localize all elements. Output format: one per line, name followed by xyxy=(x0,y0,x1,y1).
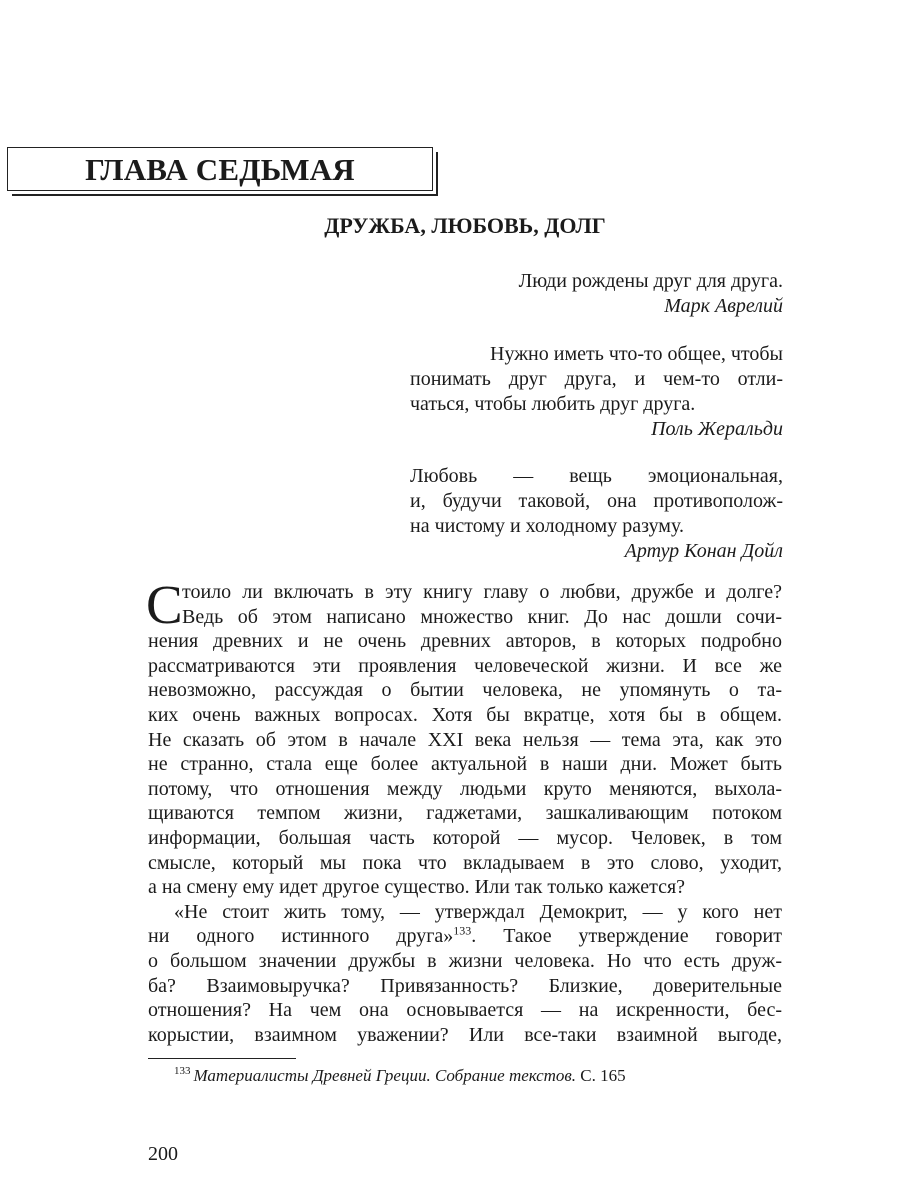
text-line: невозможно, рассуждая о бытии человека, не упомянуть о та- xyxy=(148,679,782,702)
epigraph-line: чаться, чтобы любить друг друга. xyxy=(410,393,696,415)
epigraph xyxy=(410,269,783,319)
text-line: ба? Взаимовыручка? Привязанность? Близкие, доверительные xyxy=(148,974,782,997)
epigraph xyxy=(410,464,783,564)
text-fragment: ни одного истинного друга» xyxy=(148,925,454,948)
epigraph-line: на чистому и холодному разуму. xyxy=(410,515,684,537)
epigraph xyxy=(410,342,783,442)
epigraph-line: и, будучи таковой, она противополож- xyxy=(410,490,783,512)
text-line: не странно, стала еще более актуальной в наши дни. Может быть xyxy=(148,753,782,776)
footnote-number: 133 xyxy=(174,1065,191,1078)
text-line: Ведь об этом написано множество книг. До нас дошли сочи- xyxy=(182,605,782,628)
text-line: щиваются темпом жизни, гаджетами, зашкаливающим потоком xyxy=(148,802,782,825)
footnote xyxy=(174,1066,626,1086)
footnote-page: С. 165 xyxy=(580,1066,626,1085)
page-number: 200 xyxy=(148,1143,178,1165)
epigraph-author: Поль Жеральди xyxy=(651,418,783,440)
epigraph-line: Нужно иметь что-то общее, чтобы xyxy=(490,343,783,365)
text-line: о большом значении дружбы в жизни человека. Но что есть друж- xyxy=(148,949,782,972)
text-line: потому, что отношения между людьми круто меняются, выхола- xyxy=(148,777,782,800)
epigraph-author: Марк Аврелий xyxy=(664,295,783,317)
body-text xyxy=(146,574,782,1047)
text-line: корыстии, взаимном уважении? Или все-таки взаимной выгоде, xyxy=(148,1023,782,1046)
epigraph-line: Любовь — вещь эмоциональная, xyxy=(410,465,783,487)
text-line: отношения? На чем она основывается — на искренности, бес- xyxy=(148,999,782,1022)
text-line: рассматриваются эти проявления человеческой жизни. И все же xyxy=(148,654,782,677)
epigraph-line: понимать друг друга, и чем-то отли- xyxy=(410,368,783,390)
text-line: а на смену ему идет другое существо. Или так только кажется? xyxy=(148,876,686,899)
footnote-marker[interactable]: 133 xyxy=(453,923,472,938)
text-line: нения древних и не очень древних авторов, в которых подробно xyxy=(148,630,782,653)
chapter-title: ГЛАВА СЕДЬМАЯ xyxy=(85,152,355,187)
footnote-divider xyxy=(148,1058,296,1059)
chapter-heading-box xyxy=(7,147,433,191)
epigraph-author: Артур Конан Дойл xyxy=(624,540,783,562)
section-title: ДРУЖБА, ЛЮБОВЬ, ДОЛГ xyxy=(324,213,606,238)
epigraph-line: Люди рождены друг для друга. xyxy=(518,270,783,292)
footnote-source: Материалисты Древней Греции. Собрание текстов. xyxy=(193,1066,577,1085)
text-line: ких очень важных вопросах. Хотя бы вкратце, хотя бы в общем. xyxy=(148,703,782,726)
drop-cap: С xyxy=(146,574,183,635)
text-fragment: . Такое утверждение говорит xyxy=(471,925,782,948)
text-line: информации, большая часть которой — мусор. Человек, в том xyxy=(148,826,782,849)
text-line xyxy=(148,924,782,949)
text-line: «Не стоит жить тому, — утверждал Демокрит, — у кого нет xyxy=(174,900,782,923)
text-line: смысле, который мы пока что вкладываем в это слово, уходит, xyxy=(148,851,782,874)
text-line: тоило ли включать в эту книгу главу о любви, дружбе и долге? xyxy=(182,581,782,603)
text-line: Не сказать об этом в начале XXI века нельзя — тема эта, как это xyxy=(148,728,782,751)
